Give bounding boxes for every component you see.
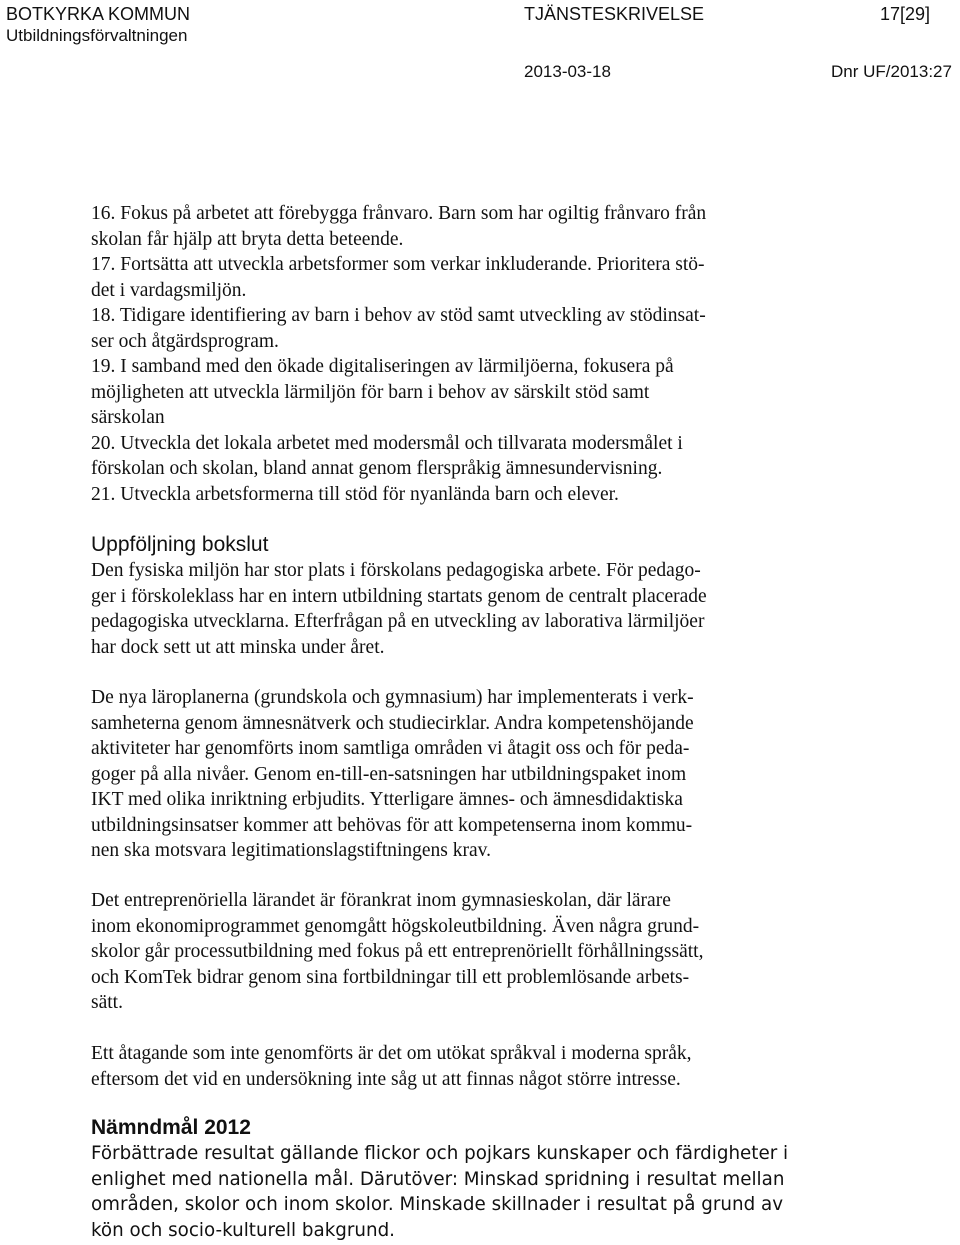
document-dnr: Dnr UF/2013:27 (831, 62, 952, 81)
section-heading-uppfoljning: Uppföljning bokslut (91, 533, 269, 556)
list-line: det i vardagsmiljön. (91, 279, 247, 301)
text-line: nen ska motsvara legitimationslagstiftningens krav. (91, 840, 492, 861)
text-line: kön och socio-kulturell bakgrund. (91, 1219, 395, 1241)
text-line: De nya läroplanerna (grundskola och gymnasium) har implementerats i verk- (91, 687, 694, 708)
text-line: inom ekonomiprogrammet genomgått högskoleutbildning. Även några grund- (91, 915, 700, 937)
list-line: skolan får hjälp att bryta detta beteende. (91, 228, 404, 250)
text-line: Förbättrade resultat gällande flickor och pojkars kunskaper och färdigheter i (91, 1143, 789, 1164)
document-date: 2013-03-18 (524, 62, 611, 81)
text-line: pedagogiska utvecklarna. Efterfrågan på en utveckling av laborativa lärmiljöer (91, 611, 705, 632)
text-line: enlighet med nationella mål. Därutöver: Minskad spridning i resultat mellan (91, 1168, 785, 1190)
list-line: 21. Utveckla arbetsformerna till stöd för nyanlända barn och elever. (91, 483, 619, 505)
text-line: utbildningsinsatser kommer att behövas för att kompetenserna inom kommu- (91, 814, 693, 836)
list-line: 16. Fokus på arbetet att förebygga frånvaro. Barn som har ogiltig frånvaro från (91, 203, 707, 224)
list-line: ser och åtgärdsprogram. (91, 330, 279, 352)
list-line: särskolan (91, 407, 165, 428)
organization-name: BOTKYRKA KOMMUN (6, 4, 191, 24)
page-number: 17[29] (880, 4, 931, 24)
paragraph (91, 1041, 821, 1092)
text-line: IKT med olika inriktning erbjudits. Ytterligare ämnes- och ämnesdidaktiska (91, 789, 683, 810)
document-type: TJÄNSTESKRIVELSE (524, 4, 705, 24)
paragraph (91, 685, 821, 864)
list-line: 17. Fortsätta att utveckla arbetsformer som verkar inkluderande. Prioritera stö- (91, 254, 705, 275)
text-line: ger i förskoleklass har en intern utbildning startats genom de centralt placerade (91, 585, 707, 607)
text-line: Den fysiska miljön har stor plats i förskolans pedagogiska arbete. För pedago- (91, 560, 701, 581)
text-line: Det entreprenöriella lärandet är förankrat inom gymnasieskolan, där lärare (91, 890, 671, 911)
list-line: 19. I samband med den ökade digitaliseringen av lärmiljöerna, fokusera på (91, 356, 674, 377)
text-line: sätt. (91, 992, 123, 1013)
list-line: 18. Tidigare identifiering av barn i behov av stöd samt utveckling av stödinsat- (91, 305, 706, 326)
text-line: och KomTek bidrar genom sina fortbildningar till ett problemlösande arbets- (91, 966, 690, 988)
list-line: möjligheten att utveckla lärmiljön för barn i behov av särskilt stöd samt (91, 381, 650, 403)
text-line: aktiviteter har genomförts inom samtliga områden vi åtagit oss och för peda- (91, 738, 690, 759)
list-line: 20. Utveckla det lokala arbetet med modersmål och tillvarata modersmålet i (91, 432, 683, 454)
list-line: förskolan och skolan, bland annat genom flerspråkig ämnesundervisning. (91, 458, 663, 479)
department-name: Utbildningsförvaltningen (6, 26, 188, 45)
text-line: samheterna genom ämnesnätverk och studiecirklar. Andra kompetenshöjande (91, 712, 694, 734)
numbered-list (91, 201, 821, 507)
text-line: områden, skolor och inom skolor. Minskade skillnader i resultat på grund av (91, 1194, 784, 1215)
text-line: Ett åtagande som inte genomförts är det om utökat språkval i moderna språk, (91, 1043, 692, 1064)
text-line: goger på alla nivåer. Genom en-till-en-satsningen har utbildningspaket inom (91, 763, 687, 785)
paragraph (91, 558, 821, 660)
text-line: eftersom det vid en undersökning inte såg ut att finnas något större intresse. (91, 1068, 681, 1090)
paragraph (91, 1141, 851, 1243)
text-line: har dock sett ut att minska under året. (91, 636, 385, 658)
paragraph (91, 888, 821, 1016)
text-line: skolor går processutbildning med fokus på ett entreprenöriellt förhållningssätt, (91, 941, 704, 962)
section-heading-namndmal: Nämndmål 2012 (91, 1116, 251, 1139)
